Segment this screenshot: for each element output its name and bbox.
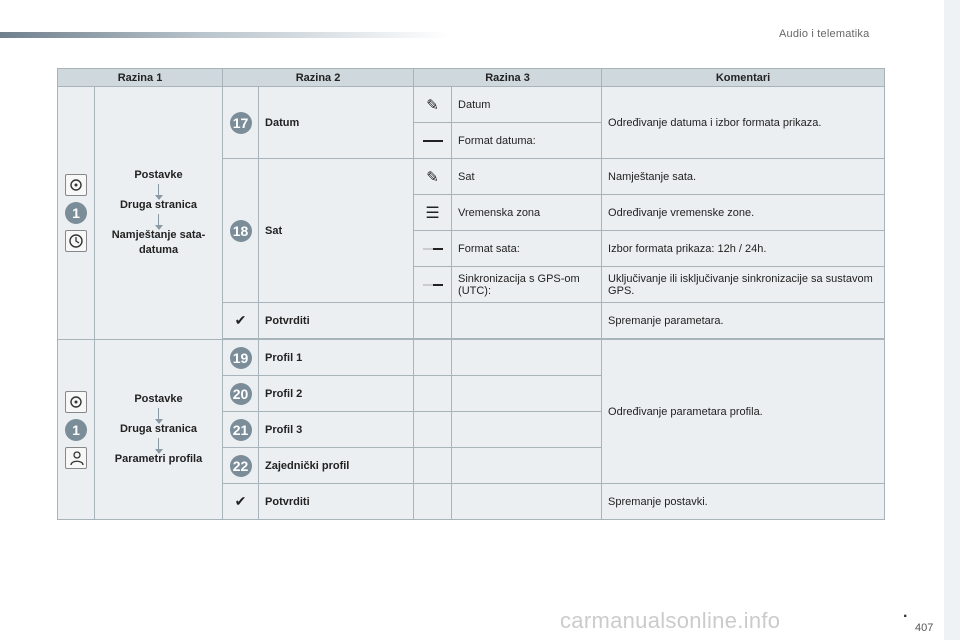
level1-menu-path [95, 340, 223, 520]
col-header-level1: Razina 1 [58, 69, 223, 87]
level3-time: Sat [452, 159, 602, 195]
toggle-icon [423, 284, 443, 286]
comment-time: Namještanje sata. [602, 159, 885, 195]
menu-step-profile-params: Parametri profila [114, 453, 203, 465]
settings-table [57, 68, 885, 520]
menu-step-second-page: Druga stranica [119, 199, 198, 211]
menu-step-time-date: Namještanje sata-datuma [111, 229, 206, 256]
level2-common-profile: Zajednički profil [259, 448, 414, 484]
comment-profiles: Određivanje parametara profila. [602, 340, 885, 484]
checkmark-icon: ✔ [234, 312, 247, 328]
side-strip [944, 0, 960, 640]
table-row [58, 340, 885, 376]
arrow-down-icon [158, 438, 159, 451]
col-header-comments: Komentari [602, 69, 885, 87]
level2-clock: Sat [259, 159, 414, 303]
list-icon [423, 140, 443, 142]
item-number-badge: 21 [230, 419, 252, 441]
pencil-icon: ✎ [426, 168, 439, 186]
pencil-icon: ✎ [426, 96, 439, 114]
level2-confirm: Potvrditi [259, 484, 414, 520]
arrow-down-icon [158, 408, 159, 421]
checkmark-icon: ✔ [234, 493, 247, 509]
item-number-badge: 20 [230, 383, 252, 405]
page-number: 407 [915, 622, 934, 634]
comment-date: Određivanje datuma i izbor formata prikaza. [602, 87, 885, 159]
comment-timezone: Određivanje vremenske zone. [602, 195, 885, 231]
screen-number-badge: 1 [65, 419, 87, 441]
level3-timezone: Vremenska zona [452, 195, 602, 231]
screen-number-badge: 1 [65, 202, 87, 224]
comment-time-format: Izbor formata prikaza: 12h / 24h. [602, 231, 885, 267]
profile-icon [65, 447, 87, 469]
menu-step-settings: Postavke [134, 393, 183, 405]
section-title: Audio i telematika [779, 28, 870, 40]
level2-profile-1: Profil 1 [259, 340, 414, 376]
level2-profile-2: Profil 2 [259, 376, 414, 412]
page-marker: . [903, 604, 908, 621]
comment-confirm: Spremanje postavki. [602, 484, 885, 520]
level3-gps-sync: Sinkronizacija s GPS-om (UTC): [452, 267, 602, 303]
level2-confirm: Potvrditi [259, 303, 414, 339]
menu-step-settings: Postavke [134, 169, 183, 181]
level1-icons [58, 340, 95, 520]
settings-icon [65, 174, 87, 196]
item-number-badge: 18 [230, 220, 252, 242]
menu-step-second-page: Druga stranica [119, 423, 198, 435]
list-icon: ☰ [425, 204, 440, 222]
clock-icon [65, 230, 87, 252]
watermark: carmanualsonline.info [560, 608, 781, 633]
comment-confirm: Spremanje parametara. [602, 303, 885, 339]
item-number-badge: 22 [230, 455, 252, 477]
item-number-badge: 17 [230, 112, 252, 134]
col-header-level3: Razina 3 [414, 69, 602, 87]
level2-date: Datum [259, 87, 414, 159]
col-header-level2: Razina 2 [223, 69, 414, 87]
level3-date-format: Format datuma: [452, 123, 602, 159]
level3-date: Datum [452, 87, 602, 123]
table-row [58, 87, 885, 123]
level3-time-format: Format sata: [452, 231, 602, 267]
settings-icon [65, 391, 87, 413]
level1-menu-path [95, 87, 223, 340]
level2-profile-3: Profil 3 [259, 412, 414, 448]
arrow-down-icon [158, 184, 159, 197]
arrow-down-icon [158, 214, 159, 227]
item-number-badge: 19 [230, 347, 252, 369]
comment-gps-sync: Uključivanje ili isključivanje sinkronizacije sa sustavom GPS. [602, 267, 885, 303]
table-header [58, 69, 885, 87]
level1-icons [58, 87, 95, 340]
header-decor-bar [0, 32, 450, 38]
toggle-icon [423, 248, 443, 250]
